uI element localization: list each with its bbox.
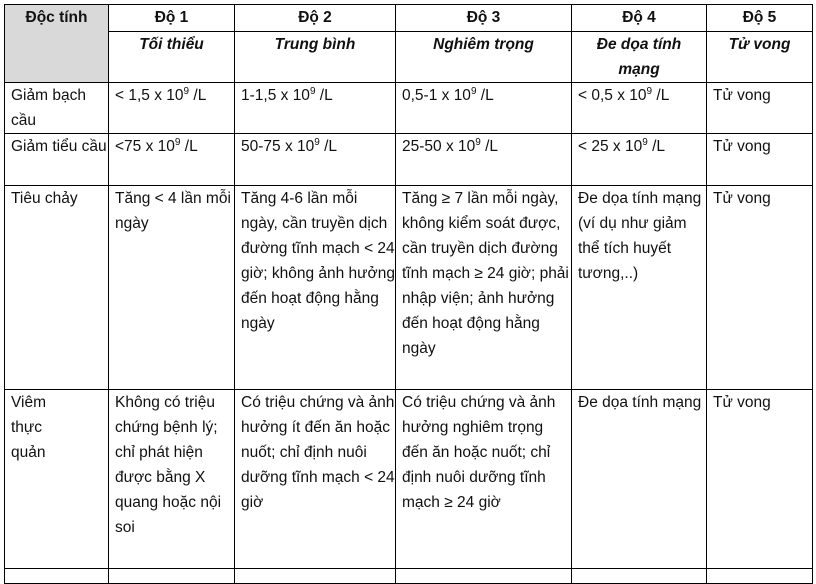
row-name: Viêm thực quản [5,390,109,569]
grade-5-cell: Tử vong [707,186,813,390]
header-severity-3: Nghiêm trọng [396,32,572,83]
grade-4-cell: Đe dọa tính mạng [572,390,707,569]
grade-2-cell: 1-1,5 x $10^9$ /L [235,83,396,134]
header-severity-4: Đe dọa tính mạng [572,32,707,83]
grade-5-cell: Tử vong [707,390,813,569]
grade-2-cell: Tăng 4-6 lần mỗi ngày, cần truyền dịch đường tĩnh mạch < 24 giờ; không ảnh hưởng đến hoạt động hằng ngày [235,186,396,390]
grade-1-cell: Tăng < 4 lần mỗi ngày [109,186,235,390]
header-toxicity: Độc tính [5,5,109,83]
cutoff-cell [109,569,235,584]
grade-3-cell: 0,5-1 x $10^9$ /L [396,83,572,134]
header-grade-1: Độ 1 [109,5,235,32]
table-row-cutoff [5,569,813,584]
cutoff-cell [707,569,813,584]
header-grade-3: Độ 3 [396,5,572,32]
table-row-diarrhea [5,186,813,390]
grade-4-cell: Đe dọa tính mạng (ví dụ như giảm thể tích huyết tương,..) [572,186,707,390]
header-row-severity [5,32,813,83]
header-row-grades [5,5,813,32]
grade-3-cell: Có triệu chứng và ảnh hưởng nghiêm trọng đến ăn hoặc nuốt; chỉ định nuôi dưỡng tĩnh mạch ≥ 24 giờ [396,390,572,569]
grade-5-cell: Tử vong [707,83,813,134]
grade-1-cell: < 1,5 x $10^9$ /L [109,83,235,134]
table-row-leukopenia [5,83,813,134]
header-severity-2: Trung bình [235,32,396,83]
grade-2-cell: 50-75 x $10^9$ /L [235,134,396,186]
grade-2-cell: Có triệu chứng và ảnh hưởng ít đến ăn hoặc nuốt; chỉ định nuôi dưỡng tĩnh mạch < 24 giờ [235,390,396,569]
grade-1-cell: <75 x $10^9$ /L [109,134,235,186]
row-name: Giảm bạch cầu [5,83,109,134]
grade-1-cell: Không có triệu chứng bệnh lý; chỉ phát hiện được bằng X quang hoặc nội soi [109,390,235,569]
cutoff-cell [235,569,396,584]
header-severity-1: Tối thiểu [109,32,235,83]
header-grade-5: Độ 5 [707,5,813,32]
cutoff-cell [572,569,707,584]
toxicity-grading-table [4,4,813,584]
cutoff-cell [396,569,572,584]
grade-3-cell: Tăng ≥ 7 lần mỗi ngày, không kiểm soát được, cần truyền dịch đường tĩnh mạch ≥ 24 giờ; phải nhập viện; ảnh hưởng đến hoạt động hằng ngày [396,186,572,390]
grade-5-cell: Tử vong [707,134,813,186]
grade-4-cell: < 25 x $10^9$ /L [572,134,707,186]
table-row-esophagitis [5,390,813,569]
header-grade-4: Độ 4 [572,5,707,32]
grade-4-cell: < 0,5 x $10^9$ /L [572,83,707,134]
cutoff-cell [5,569,109,584]
grade-3-cell: 25-50 x $10^9$ /L [396,134,572,186]
table-row-thrombocytopenia [5,134,813,186]
header-grade-2: Độ 2 [235,5,396,32]
row-name: Giảm tiểu cầu [5,134,109,186]
row-name: Tiêu chảy [5,186,109,390]
header-severity-5: Tử vong [707,32,813,83]
